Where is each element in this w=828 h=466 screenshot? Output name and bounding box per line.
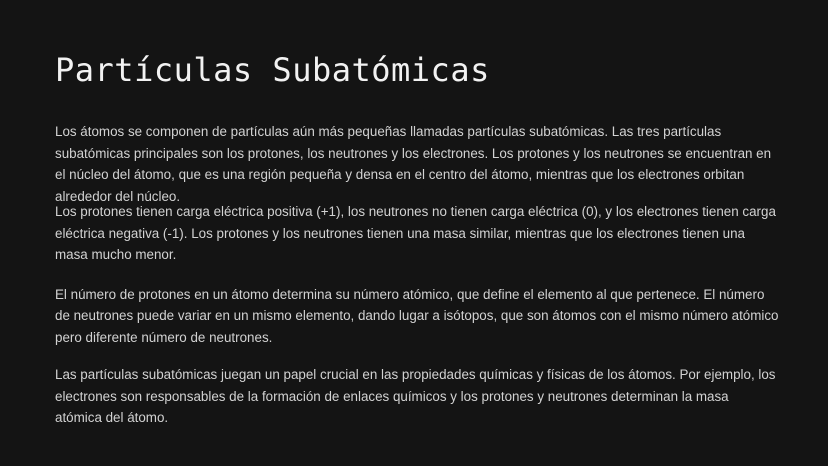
paragraph-chemical-role: Las partículas subatómicas juegan un papel crucial en las propiedades químicas y físicas de los átomos. Por ejemplo, los electrones son responsables de la formación de enlaces químicos y los protones y neutrones determinan la masa atómica del átomo. [55, 367, 776, 425]
paragraph-atomic-number: El número de protones en un átomo determina su número atómico, que define el elemento al que pertenece. El número de neutrones puede variar en un mismo elemento, dando lugar a isótopos, que son átomos con el mismo número atómico pero diferente número de neutrones. [55, 286, 779, 345]
paragraph-charge-mass: Los protones tienen carga eléctrica positiva (+1), los neutrones no tienen carga eléctrica (0), y los electrones tienen carga eléctrica negativa (-1). Los protones y los neutrones tienen una masa similar, mientras que los electrones tienen una masa mucho menor. [55, 204, 776, 262]
paragraph-composition: Los átomos se componen de partículas aún más pequeñas llamadas partículas subatómicas. Las tres partículas subatómicas principales son los protones, los neutrones y los electrones. Los protones y los neutrones se encuentran en el núcleo del átomo, que es una región pequeña y densa en el centro del átomo, mientras que los electrones orbitan alrededor del núcleo. [55, 124, 772, 204]
slide-title: Partículas Subatómicas [55, 51, 490, 89]
slide-body [55, 121, 779, 429]
